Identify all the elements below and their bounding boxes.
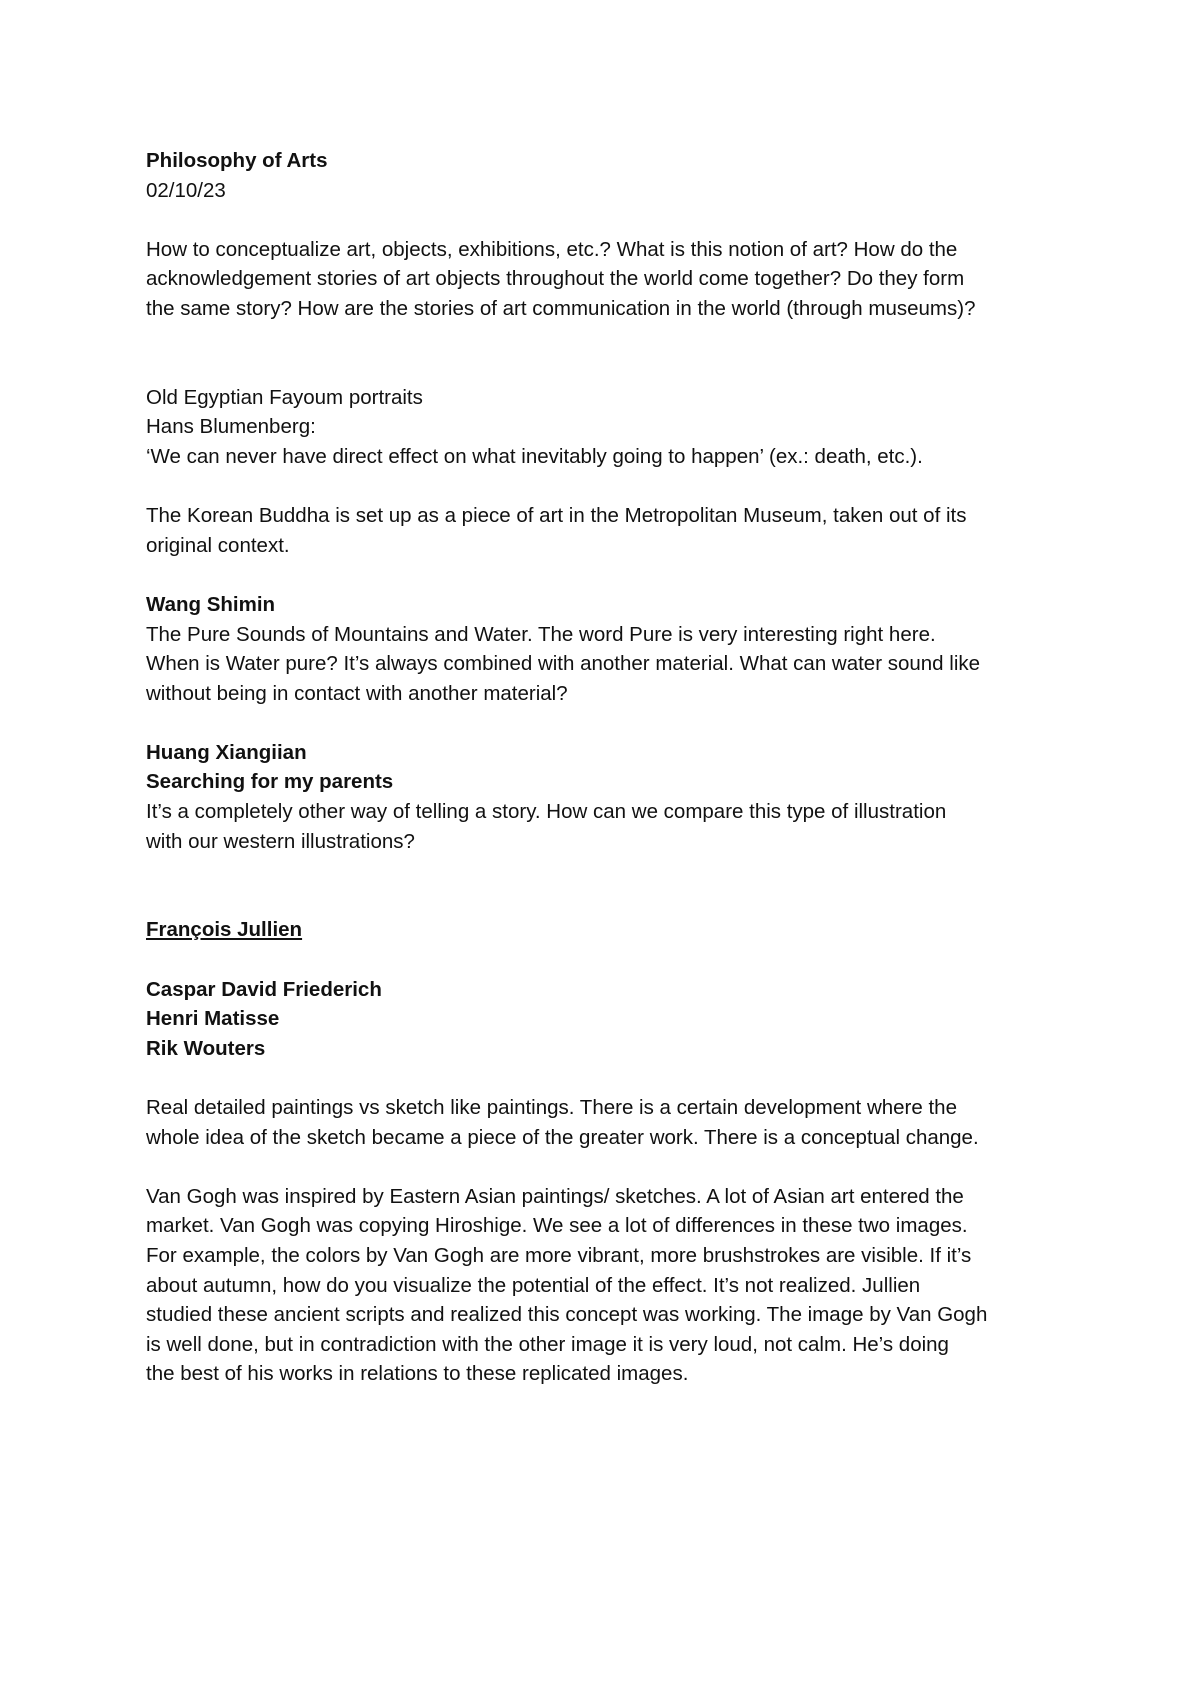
wang-heading: Wang Shimin	[146, 592, 276, 616]
spacer	[146, 886, 1086, 916]
paragraph-line: market. Van Gogh was copying Hiroshige. We see a lot of differences in these two images.	[146, 1214, 968, 1238]
huang-section	[146, 738, 1086, 856]
spacer	[146, 1152, 1086, 1182]
fayoum-heading: Old Egyptian Fayoum portraits	[146, 385, 423, 409]
fayoum-quote: ‘We can never have direct effect on what inevitably going to happen’ (ex.: death, etc.).	[146, 444, 923, 468]
paragraph-line: How to conceptualize art, objects, exhibitions, etc.? What is this notion of art? How do the	[146, 237, 958, 261]
spacer	[146, 708, 1086, 738]
paragraph-line: with our western illustrations?	[146, 829, 415, 853]
fayoum-author: Hans Blumenberg:	[146, 415, 316, 439]
paragraph-line: without being in contact with another material?	[146, 681, 568, 705]
buddha-paragraph	[146, 501, 1086, 560]
paragraph-line: Real detailed paintings vs sketch like paintings. There is a certain development where the	[146, 1096, 957, 1119]
huang-subheading: Searching for my parents	[146, 770, 394, 794]
intro-paragraph	[146, 235, 1086, 324]
paragraph-line: the best of his works in relations to these replicated images.	[146, 1362, 689, 1386]
document-date: 02/10/23	[146, 178, 226, 202]
spacer	[146, 205, 1086, 235]
spacer	[146, 560, 1086, 590]
spacer	[146, 472, 1086, 502]
document-title: Philosophy of Arts	[146, 149, 328, 172]
artist-name: Rik Wouters	[146, 1036, 266, 1060]
paragraph-line: When is Water pure? It’s always combined with another material. What can water sound like	[146, 652, 981, 676]
paragraph-line: is well done, but in contradiction with the other image it is very loud, not calm. He’s doing	[146, 1332, 949, 1356]
paragraph-line: whole idea of the sketch became a piece of the greater work. There is a conceptual change.	[146, 1125, 979, 1149]
paragraph-line: studied these ancient scripts and realized this concept was working. The image by Van Gogh	[146, 1303, 988, 1327]
paragraph-line: Van Gogh was inspired by Eastern Asian paintings/ sketches. A lot of Asian art entered the	[146, 1184, 964, 1208]
spacer	[146, 856, 1086, 886]
artist-name: Henri Matisse	[146, 1007, 280, 1031]
paragraph-line: original context.	[146, 533, 290, 557]
paragraph-line: For example, the colors by Van Gogh are more vibrant, more brushstrokes are visible. If it’s	[146, 1243, 972, 1267]
paragraph-line: The Pure Sounds of Mountains and Water. The word Pure is very interesting right here.	[146, 622, 936, 646]
paragraph-line: acknowledgement stories of art objects throughout the world come together? Do they form	[146, 267, 965, 291]
wang-section	[146, 590, 1086, 708]
artists-list	[146, 975, 1086, 1064]
spacer	[146, 1063, 1086, 1093]
paintings-paragraph	[146, 1093, 1086, 1152]
document-body	[146, 146, 1086, 1389]
paragraph-line: The Korean Buddha is set up as a piece of art in the Metropolitan Museum, taken out of its	[146, 504, 967, 528]
artist-name: Caspar David Friederich	[146, 977, 382, 1001]
huang-heading: Huang Xiangiian	[146, 740, 307, 764]
paragraph-line: about autumn, how do you visualize the potential of the effect. It’s not realized. Jullien	[146, 1273, 921, 1297]
paragraph-line: It’s a completely other way of telling a story. How can we compare this type of illustration	[146, 800, 947, 824]
spacer	[146, 945, 1086, 975]
spacer	[146, 353, 1086, 383]
paragraph-line: the same story? How are the stories of art communication in the world (through museums)?	[146, 296, 976, 320]
spacer	[146, 324, 1086, 354]
jullien-heading: François Jullien	[146, 918, 303, 942]
fayoum-section	[146, 383, 1086, 472]
vangogh-paragraph	[146, 1182, 1086, 1389]
